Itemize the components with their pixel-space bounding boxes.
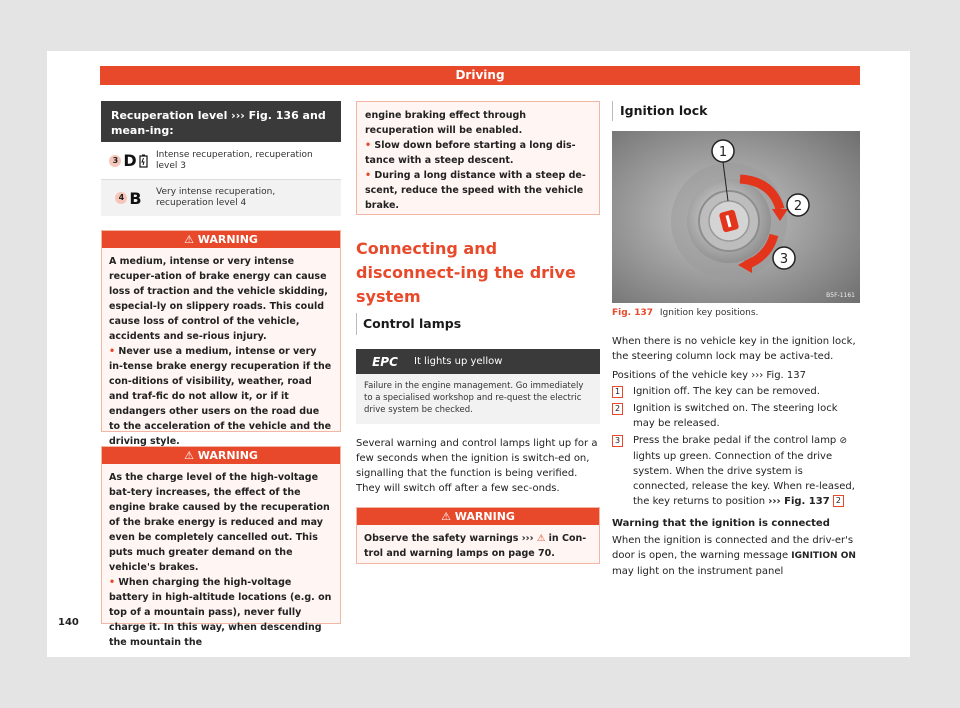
warning-text: Observe the safety warnings ››› (364, 533, 534, 544)
callout-3: 3 (779, 252, 789, 267)
warning-continuation (356, 101, 600, 215)
recuperation-icon (139, 154, 148, 168)
warning-bullet: Slow down before starting a long dis-tance with a steep descent. (365, 140, 576, 166)
ignition-lock-illustration (612, 131, 860, 303)
connected-heading: Warning that the ignition is connected (612, 518, 830, 529)
recuperation-symbol (101, 151, 156, 170)
recuperation-description: Intense recuperation, recuperation level 3 (156, 149, 313, 171)
warning-triangle-icon: ⚠ (441, 510, 451, 523)
position-text-a: Press the brake pedal if the control lamp (633, 435, 837, 446)
warning-link[interactable]: in Con-trol and warning lamps on page 70. (364, 533, 587, 559)
body-paragraph: Several warning and control lamps light up for a few seconds when the ignition is switch-ed on, signalling that the function is being verified. They will switch off after a few sec-onds. (356, 438, 598, 494)
level-number: 4 (115, 192, 127, 204)
position-number: 1 (612, 386, 623, 398)
warning-text: A medium, intense or very intense recuper-ation of brake energy can cause loss of traction and the vehicle skidding, especial-ly on slippery roads. This could cause loss of control of the vehicle, accidents and se-rious injury. (109, 256, 328, 342)
position-number: 3 (612, 435, 623, 447)
chapter-header: Driving (100, 66, 860, 85)
position-text: Ignition off. The key can be removed. (633, 386, 820, 397)
position-number: 2 (612, 403, 623, 415)
list-item (612, 433, 860, 509)
ignition-intro: When there is no vehicle key in the ignition lock, the steering column lock may be activa-ted. (612, 336, 856, 362)
figure-caption (612, 306, 860, 320)
connected-text-b: may light on the instrument panel (612, 566, 784, 577)
position-text: Ignition is switched on. The steering lock may be released. (633, 403, 838, 429)
list-item (612, 384, 860, 399)
key-positions-list (612, 384, 860, 509)
recuperation-symbol (101, 188, 156, 208)
ignition-key-figure (612, 131, 860, 303)
recuperation-row (101, 180, 341, 216)
connected-text-a: When the ignition is connected and the driv-er's door is open, the warning message (612, 535, 854, 561)
figure-link[interactable]: Fig. 137 (766, 370, 807, 381)
warning-text: As the charge level of the high-voltage bat-tery increases, the effect of the engine brake caused by the recuperation of the brake energy is reduced and may even be completely cancelled out. This puts much greater demand on the vehicle's brakes. (109, 472, 330, 573)
warning-triangle-icon: ⚠ (184, 449, 194, 462)
ignition-on-message: IGNITION ON (791, 551, 856, 561)
warning-box (356, 507, 600, 564)
level-number: 3 (109, 155, 121, 167)
figure-code: B5F-1161 (826, 292, 855, 299)
list-item (612, 401, 860, 431)
control-lamp-header (356, 349, 600, 374)
warning-title: WARNING (454, 510, 515, 523)
position-ref: 2 (833, 495, 844, 507)
warning-bullet: When charging the high-voltage battery in high-altitude locations (e.g. on top of a mountain pass), never fully charge it. In this way, when descending the mountain the (109, 577, 332, 648)
warning-header (357, 508, 599, 525)
gear-letter: B (129, 188, 142, 208)
warning-body (357, 525, 599, 567)
subsection-title: Control lamps (356, 313, 600, 335)
bullet-icon: • (365, 170, 375, 181)
control-lamp-description: Failure in the engine management. Go immediately to a specialised workshop and re-quest the electric drive system be checked. (356, 374, 600, 424)
bullet-icon: • (365, 140, 375, 151)
warning-title: WARNING (197, 449, 258, 462)
middle-column (356, 101, 600, 564)
recuperation-row (101, 142, 341, 180)
right-column (612, 101, 860, 579)
connection-lamp-icon: ⊘ (839, 436, 848, 446)
section-title: Connecting and disconnect-ing the drive system (356, 239, 576, 306)
lamp-status: It lights up yellow (414, 356, 503, 367)
connected-text (612, 533, 860, 579)
positions-label (612, 368, 860, 383)
warning-box (101, 230, 341, 447)
bullet-icon: • (109, 577, 119, 588)
warning-title: WARNING (197, 233, 258, 246)
ignition-lock-title: Ignition lock (612, 101, 860, 121)
recuperation-table-heading: Recuperation level ››› Fig. 136 and mean-ing: (101, 101, 341, 142)
position-text-b: lights up green. Connection of the drive system. When the drive system is connected, release the key. When re-leased, the key returns to position (633, 451, 855, 507)
gear-letter: D (123, 151, 137, 170)
bullet-icon: • (109, 346, 119, 357)
position-text (633, 433, 860, 509)
callout-1: 1 (718, 145, 728, 160)
positions-text: Positions of the vehicle key ››› (612, 370, 764, 381)
warning-triangle-icon: ⚠ (536, 533, 546, 544)
warning-text: engine braking effect through recuperation will be enabled. (365, 110, 527, 136)
warning-body (102, 248, 340, 457)
warning-triangle-icon: ⚠ (184, 233, 194, 246)
warning-header (102, 447, 340, 464)
figure-label: Fig. 137 (612, 308, 654, 318)
warning-bullet: Never use a medium, intense or very in-tense brake energy recuperation if the con-ditions of visibility, weather, road and traf-fic do not allow it, or if it endangers other users on the road due to the acceleration of the vehicle and the driving style. (109, 346, 332, 447)
warning-header (102, 231, 340, 248)
recuperation-description: Very intense recuperation, recuperation level 4 (156, 187, 276, 208)
callout-2: 2 (793, 199, 803, 214)
figure-caption-text: Ignition key positions. (659, 308, 759, 318)
warning-bullet: During a long distance with a steep de-scent, reduce the speed with the vehicle brake. (365, 170, 586, 211)
warning-box (101, 446, 341, 648)
warning-body (102, 464, 340, 658)
figure-link[interactable]: ››› Fig. 137 (768, 496, 830, 507)
epc-lamp-icon: EPC (372, 354, 398, 369)
left-column (101, 101, 341, 648)
page-number: 140 (58, 617, 79, 628)
